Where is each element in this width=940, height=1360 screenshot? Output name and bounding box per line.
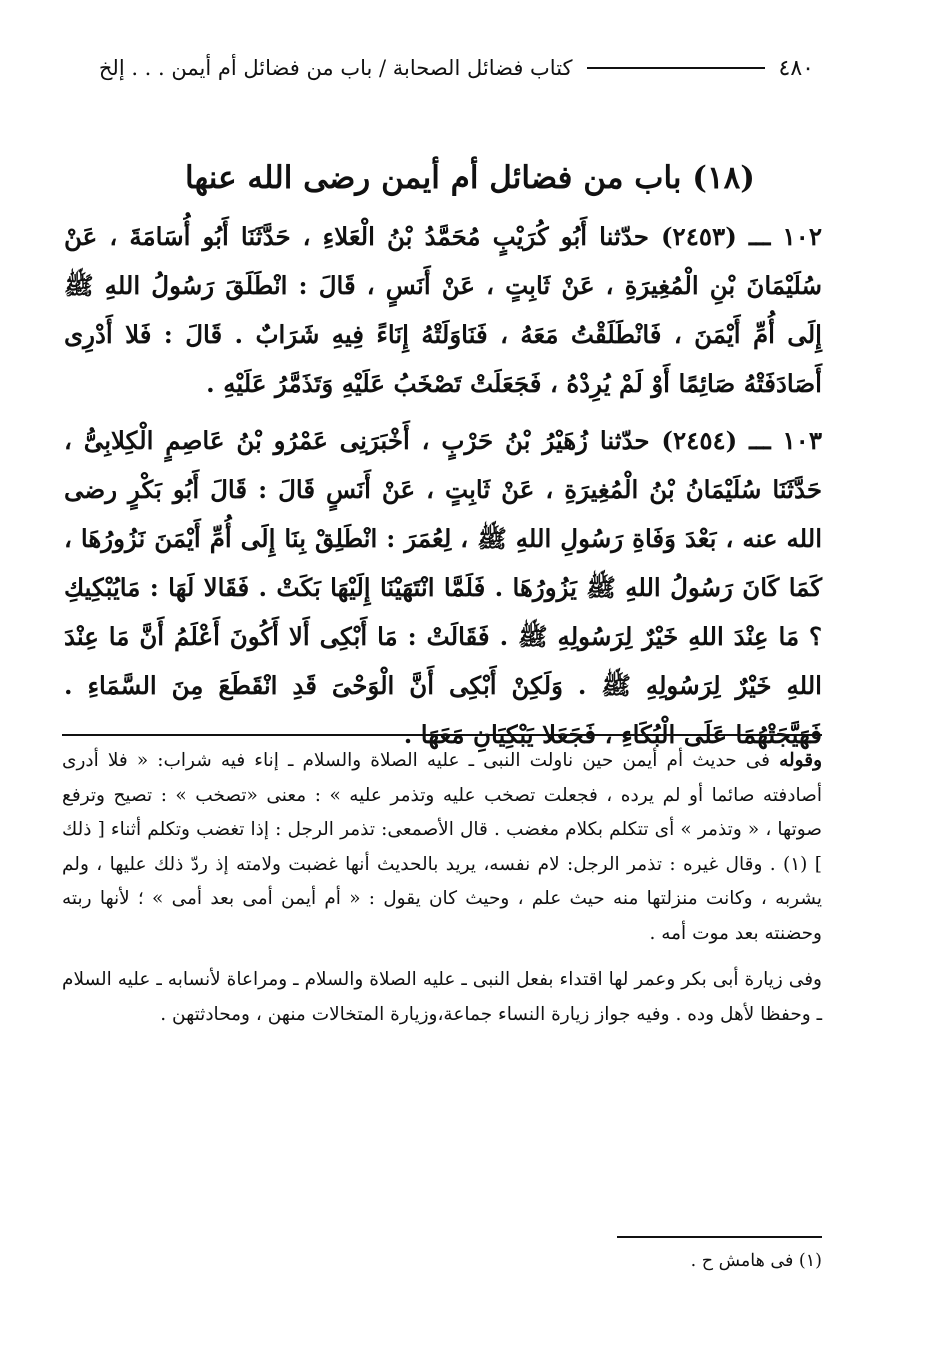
page-number: ٤٨٠ [778,55,814,81]
commentary-paragraph-1 [62,744,822,951]
header-rule [587,67,765,69]
hadith-section [64,212,822,759]
hadith-103: ١٠٣ ـــ (٢٤٥٤) حدّثنا زُهَيْرُ بْنُ حَرْبٍ ، أَخْبَرَنِى عَمْرُو بْنُ عَاصِمٍ الْكِلابِىُّ ، حَدَّثَنَا سُلَيْمَانُ بْنُ الْمُغِيرَةِ ، عَنْ ثَابِتٍ ، عَنْ أَنَسٍ قَالَ : قَالَ أَبُو بَكْرٍ رضى الله عنه ، بَعْدَ وَفَاةِ رَسُولِ اللهِ ﷺ ، لِعُمَرَ : انْطَلِقْ بِنَا إِلَى أُمِّ أَيْمَنَ نَزُورُهَا ، كَمَا كَانَ رَسُولُ اللهِ ﷺ يَزُورُهَا . فَلَمَّا انْتَهَيْنَا إِلَيْهَا بَكَتْ . فَقَالا لَهَا : مَايُبْكِيكِ ؟ مَا عِنْدَ اللهِ خَيْرٌ لِرَسُولِهِ ﷺ . فَقَالَتْ : مَا أَبْكِى أَلا أَكُونَ أَعْلَمُ أَنَّ مَا عِنْدَ اللهِ خَيْرٌ لِرَسُولِهِ ﷺ . وَلَكِنْ أَبْكِى أَنَّ الْوَحْىَ قَدِ انْقَطَعَ مِنَ السَّمَاءِ . فَهَيَّجَتْهُمَا عَلَى الْبُكَاءِ ، فَجَعَلا يَبْكِيَانِ مَعَهَا . [64,426,822,749]
commentary-section [62,744,822,1032]
running-header [62,46,814,90]
footnote-divider [617,1236,822,1238]
running-title: كتاب فضائل الصحابة / باب من فضائل أم أيمن . . . إلخ [98,56,573,80]
chapter-title: (١٨) باب من فضائل أم أيمن رضى الله عنها [185,160,755,196]
commentary-paragraph-2: وفى زيارة أبى بكر وعمر لها اقتداء بفعل النبى ـ عليه الصلاة والسلام ـ ومراعاة لأنسابه ـ عليه السلام ـ وحفظا لأهل وده . وفيه جواز زيارة النساء جماعة،وزيارة المتخالات منهن ، ومحادثتهن . [62,969,822,1025]
hadith-102: ١٠٢ ـــ (٢٤٥٣) حدّثنا أَبُو كُرَيْبٍ مُحَمَّدُ بْنُ الْعَلاءِ ، حَدَّثَنَا أَبُو أُسَامَةَ ، عَنْ سُلَيْمَانَ بْنِ الْمُغِيرَةِ ، عَنْ ثَابِتٍ ، عَنْ أَنَسٍ ، قَالَ : انْطَلَقَ رَسُولُ اللهِ ﷺ إِلَى أُمِّ أَيْمَنَ ، فَانْطَلَقْتُ مَعَهُ ، فَنَاوَلَتْهُ إِنَاءً فِيهِ شَرَابٌ . قَالَ : فَلا أَدْرِى أَصَادَفَتْهُ صَائِمًا أَوْ لَمْ يُرِدْهُ ، فَجَعَلَتْ تَصْخَبُ عَلَيْهِ وَتَذَمَّرُ عَلَيْهِ . [64,222,822,398]
commentary-divider [62,734,822,736]
commentary-lead-word: وقوله [779,750,822,771]
footnote: (١) فى هامش ح . [690,1251,822,1271]
commentary-text-1: فى حديث أم أيمن حين ناولت النبى ـ عليه الصلاة والسلام ـ إناء فيه شراب: « فلا أدرى أصادفته صائما أو لم يرده ، فجعلت تصخب عليه وتذمر عليه » : معنى «تصخب » : تصيح وترفع صوتها ، « وتذمر » أى تتكلم بكلام مغضب . قال الأصمعى: تذمر الرجل : إذا تغضب وتكلم أثناء [ ذلك ] (١) . وقال غيره : تذمر الرجل: لام نفسه، يريد بالحديث أنها غضبت ولامته إذ ردّ ذلك عليها ، ولم يشربه ، وكانت منزلتها منه حيث علم ، وحيث كان يقول : « أم أيمن أمى بعد أمى » ؛ لأنها ربته وحضنته بعد موت أمه . [62,750,822,944]
